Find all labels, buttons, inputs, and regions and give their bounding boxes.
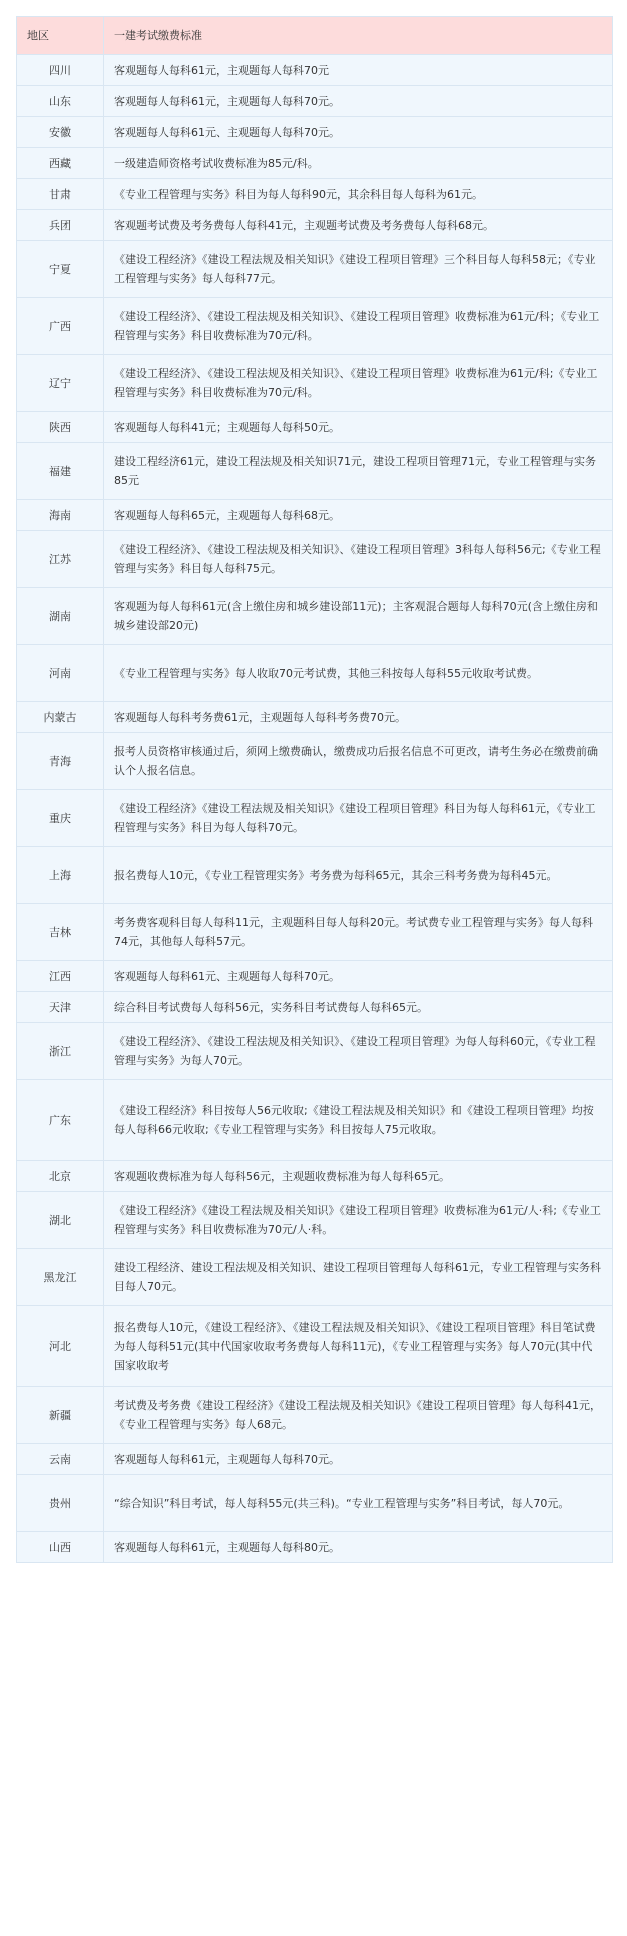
fee-cell: 《建设工程经济》《建设工程法规及相关知识》《建设工程项目管理》科目为每人每科61元，《专业工程管理与实务》科目为每人每科70元。 (104, 790, 613, 847)
fee-cell: 《专业工程管理与实务》科目为每人每科90元，其余科目每人每科为61元。 (104, 179, 613, 210)
region-cell: 四川 (17, 55, 104, 86)
table-row (17, 904, 613, 961)
fee-cell: 客观题每人每科61元、主观题每人每科70元。 (104, 117, 613, 148)
table-row (17, 55, 613, 86)
region-cell: 福建 (17, 443, 104, 500)
region-cell: 黑龙江 (17, 1249, 104, 1306)
region-cell: 宁夏 (17, 241, 104, 298)
region-cell: 重庆 (17, 790, 104, 847)
region-cell: 河南 (17, 645, 104, 702)
exam-fee-table (16, 16, 613, 1563)
region-cell: 云南 (17, 1444, 104, 1475)
table-row (17, 588, 613, 645)
fee-cell: 客观题每人每科61元，主观题每人每科70元。 (104, 86, 613, 117)
table-row (17, 1532, 613, 1563)
table-row (17, 847, 613, 904)
region-cell: 甘肃 (17, 179, 104, 210)
fee-cell: “综合知识”科目考试，每人每科55元(共三科)。“专业工程管理与实务”科目考试，每人70元。 (104, 1475, 613, 1532)
table-row (17, 241, 613, 298)
region-cell: 贵州 (17, 1475, 104, 1532)
fee-cell: 报名费每人10元，《专业工程管理实务》考务费为每科65元，其余三科考务费为每科45元。 (104, 847, 613, 904)
region-cell: 广东 (17, 1080, 104, 1161)
region-cell: 安徽 (17, 117, 104, 148)
region-cell: 河北 (17, 1306, 104, 1387)
table-row (17, 645, 613, 702)
fee-cell: 客观题为每人每科61元(含上缴住房和城乡建设部11元)；主客观混合题每人每科70元(含上缴住房和城乡建设部20元) (104, 588, 613, 645)
table-row (17, 148, 613, 179)
table-row (17, 355, 613, 412)
region-cell: 天津 (17, 992, 104, 1023)
fee-cell: 客观题收费标准为每人每科56元，主观题收费标准为每人每科65元。 (104, 1161, 613, 1192)
table-row (17, 1192, 613, 1249)
region-cell: 内蒙古 (17, 702, 104, 733)
table-row (17, 1444, 613, 1475)
table-row (17, 1023, 613, 1080)
fee-cell: 综合科目考试费每人每科56元，实务科目考试费每人每科65元。 (104, 992, 613, 1023)
table-row (17, 733, 613, 790)
fee-cell: 《建设工程经济》、《建设工程法规及相关知识》、《建设工程项目管理》3科每人每科56元;《专业工程管理与实务》科目每人每科75元。 (104, 531, 613, 588)
table-row (17, 992, 613, 1023)
fee-cell: 客观题每人每科65元，主观题每人每科68元。 (104, 500, 613, 531)
fee-cell: 客观题每人每科61元，主观题每人每科80元。 (104, 1532, 613, 1563)
fee-cell: 客观题每人每科考务费61元，主观题每人每科考务费70元。 (104, 702, 613, 733)
table-header-row (17, 17, 613, 55)
fee-cell: 客观题每人每科61元，主观题每人每科70元 (104, 55, 613, 86)
fee-cell: 考务费客观科目每人每科11元，主观题科目每人每科20元。考试费专业工程管理与实务》每人每科74元，其他每人每科57元。 (104, 904, 613, 961)
table-row (17, 702, 613, 733)
fee-cell: 客观题考试费及考务费每人每科41元，主观题考试费及考务费每人每科68元。 (104, 210, 613, 241)
table-row (17, 412, 613, 443)
region-cell: 湖北 (17, 1192, 104, 1249)
region-cell: 吉林 (17, 904, 104, 961)
table-row (17, 531, 613, 588)
fee-cell: 报考人员资格审核通过后，须网上缴费确认，缴费成功后报名信息不可更改，请考生务必在缴费前确认个人报名信息。 (104, 733, 613, 790)
table-row (17, 210, 613, 241)
header-region: 地区 (17, 17, 104, 55)
table-row (17, 1080, 613, 1161)
region-cell: 山东 (17, 86, 104, 117)
table-row (17, 500, 613, 531)
region-cell: 陕西 (17, 412, 104, 443)
table-row (17, 1306, 613, 1387)
region-cell: 新疆 (17, 1387, 104, 1444)
table-row (17, 86, 613, 117)
table-row (17, 961, 613, 992)
fee-cell: 《建设工程经济》、《建设工程法规及相关知识》、《建设工程项目管理》为每人每科60元，《专业工程管理与实务》为每人70元。 (104, 1023, 613, 1080)
fee-cell: 《建设工程经济》科目按每人56元收取;《建设工程法规及相关知识》和《建设工程项目管理》均按每人每科66元收取;《专业工程管理与实务》科目按每人75元收取。 (104, 1080, 613, 1161)
region-cell: 青海 (17, 733, 104, 790)
fee-cell: 考试费及考务费《建设工程经济》《建设工程法规及相关知识》《建设工程项目管理》每人每科41元，《专业工程管理与实务》每人68元。 (104, 1387, 613, 1444)
fee-cell: 客观题每人每科41元；主观题每人每科50元。 (104, 412, 613, 443)
fee-cell: 报名费每人10元，《建设工程经济》、《建设工程法规及相关知识》、《建设工程项目管理》科目笔试费为每人每科51元(其中代国家收取考务费每人每科11元)，《专业工程管理与实务》每人70元(其中代国家收取考 (104, 1306, 613, 1387)
fee-cell: 建设工程经济、建设工程法规及相关知识、建设工程项目管理每人每科61元，专业工程管理与实务科目每人70元。 (104, 1249, 613, 1306)
region-cell: 江西 (17, 961, 104, 992)
table-row (17, 1249, 613, 1306)
table-row (17, 179, 613, 210)
fee-cell: 《建设工程经济》、《建设工程法规及相关知识》、《建设工程项目管理》收费标准为61元/科;《专业工程管理与实务》科目收费标准为70元/科。 (104, 355, 613, 412)
region-cell: 兵团 (17, 210, 104, 241)
region-cell: 北京 (17, 1161, 104, 1192)
region-cell: 上海 (17, 847, 104, 904)
header-fee-standard: 一建考试缴费标准 (104, 17, 613, 55)
region-cell: 广西 (17, 298, 104, 355)
table-row (17, 117, 613, 148)
region-cell: 湖南 (17, 588, 104, 645)
region-cell: 辽宁 (17, 355, 104, 412)
fee-cell: 《建设工程经济》《建设工程法规及相关知识》《建设工程项目管理》收费标准为61元/人·科;《专业工程管理与实务》科目收费标准为70元/人·科。 (104, 1192, 613, 1249)
region-cell: 浙江 (17, 1023, 104, 1080)
table-row (17, 1387, 613, 1444)
region-cell: 海南 (17, 500, 104, 531)
table-row (17, 1161, 613, 1192)
fee-cell: 《专业工程管理与实务》每人收取70元考试费，其他三科按每人每科55元收取考试费。 (104, 645, 613, 702)
fee-cell: 《建设工程经济》《建设工程法规及相关知识》《建设工程项目管理》三个科目每人每科58元；《专业工程管理与实务》每人每科77元。 (104, 241, 613, 298)
fee-table-container (16, 16, 612, 1563)
table-row (17, 1475, 613, 1532)
table-row (17, 790, 613, 847)
fee-cell: 客观题每人每科61元、主观题每人每科70元。 (104, 961, 613, 992)
table-body (17, 55, 613, 1563)
table-row (17, 298, 613, 355)
fee-cell: 客观题每人每科61元，主观题每人每科70元。 (104, 1444, 613, 1475)
region-cell: 江苏 (17, 531, 104, 588)
table-row (17, 443, 613, 500)
fee-cell: 《建设工程经济》、《建设工程法规及相关知识》、《建设工程项目管理》收费标准为61元/科；《专业工程管理与实务》科目收费标准为70元/科。 (104, 298, 613, 355)
fee-cell: 一级建造师资格考试收费标准为85元/科。 (104, 148, 613, 179)
region-cell: 西藏 (17, 148, 104, 179)
fee-cell: 建设工程经济61元，建设工程法规及相关知识71元，建设工程项目管理71元，专业工程管理与实务85元 (104, 443, 613, 500)
region-cell: 山西 (17, 1532, 104, 1563)
